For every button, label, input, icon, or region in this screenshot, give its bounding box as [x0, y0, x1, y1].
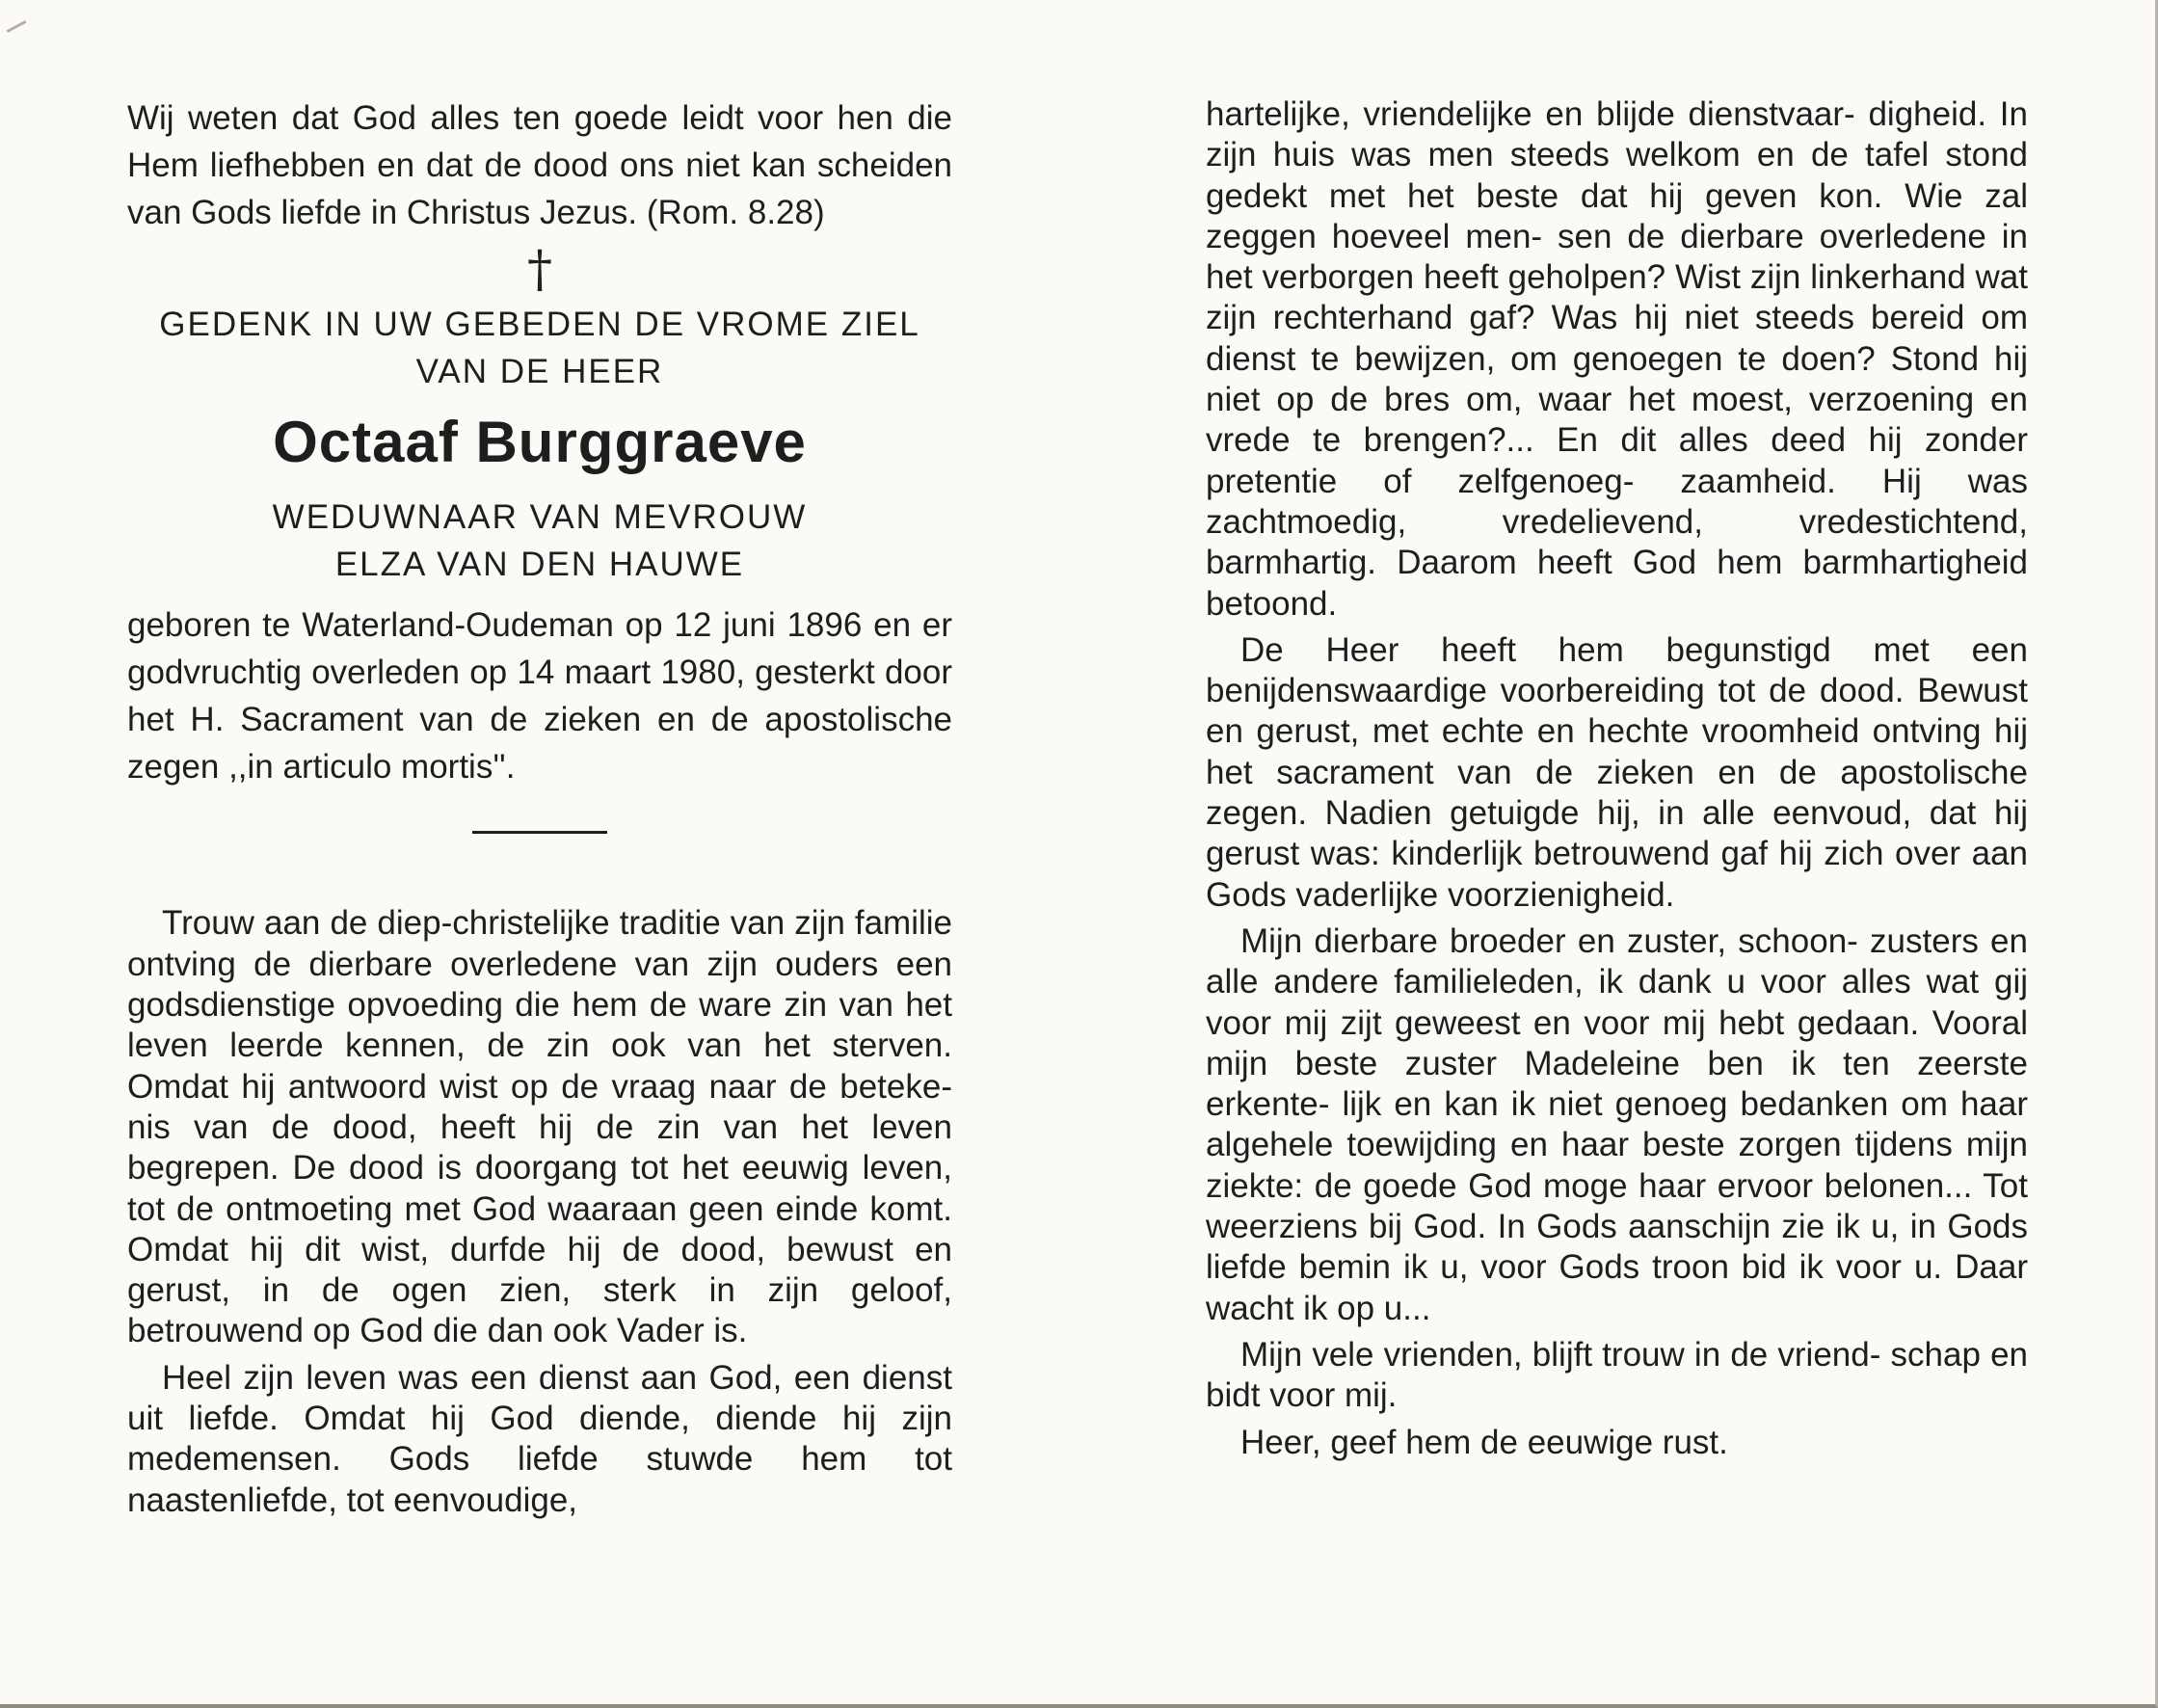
right-paragraph-2: De Heer heeft hem begunstigd met een benijdenswaardige voorbereiding tot de dood. Bewust en gerust, met echte en hechte vroomheid ontving hij het sacrament van de zieken en de apostolische zegen. Nadien getuigde hij, in alle eenvoud, dat hij gerust was: kinderlijk betrouwend gaf hij zich over aan Gods vaderlijke voorzienigheid.: [1206, 630, 2028, 914]
deceased-name: Octaaf Burggraeve: [273, 409, 807, 474]
cross-symbol: †: [527, 240, 552, 299]
scripture-verse: Wij weten dat God alles ten goede leidt voor hen die Hem liefhebben en dat de dood ons niet kan scheiden van Gods liefde in Christus Jezus. (Rom. 8.28): [127, 99, 952, 232]
right-paragraph-1: hartelijke, vriendelijke en blijde dienstvaar- digheid. In zijn huis was men steeds welkom en de tafel stond gedekt met het beste dat hij geven kon. Wie zal zeggen hoeveel men- sen de dierbare overledene in het verborgen heeft geholpen? Wist zijn linkerhand wat zijn rechterhand gaf? Was hij niet steeds bereid om dienst te bewijzen, om genoegen te doen? Stond hij niet op de bres om, waar het moest, verzoening en vrede te brengen?... En dit alles deed hij zonder pretentie of zelfgenoeg- zaamheid. Hij was zachtmoedig, vredelievend, vredestichtend, barmhartig. Daarom heeft God hem barmhartigheid betoond.: [1206, 95, 2028, 623]
widower-line1: WEDUWNAAR VAN MEVROUW: [272, 497, 808, 536]
corner-mark: [7, 20, 27, 33]
left-paragraph-1: Trouw aan de diep-christelijke traditie van zijn familie ontving de dierbare overledene van zijn ouders een godsdienstige opvoeding die hem de ware zin van het leven leerde kennen, de zin ook van het sterven. Omdat hij antwoord wist op de vraag naar de beteke- nis van de dood, heeft hij de zin van het leven begrepen. De dood is doorgang tot het eeuwig leven, tot de ontmoeting met God waaraan geen einde komt. Omdat hij dit wist, durfde hij de dood, bewust en gerust, in de ogen zien, sterk in zijn geloof, betrouwend op God die dan ook Vader is.: [127, 904, 952, 1350]
right-column: [1206, 94, 2028, 1469]
left-column: [127, 94, 952, 1527]
closing-prayer: Heer, geef hem de eeuwige rust.: [1240, 1423, 1728, 1461]
divider-rule: [472, 831, 607, 834]
prayer-heading-line2: VAN DE HEER: [415, 352, 664, 390]
left-paragraph-2: Heel zijn leven was een dienst aan God, een dienst uit liefde. Omdat hij God diende, diende hij zijn medemensen. Gods liefde stuwde hem tot naastenliefde, tot eenvoudige,: [127, 1358, 952, 1519]
prayer-heading-line1: GEDENK IN UW GEBEDEN DE VROME ZIEL: [159, 305, 920, 343]
widower-line2: ELZA VAN DEN HAUWE: [334, 545, 745, 583]
birth-death-text: geboren te Waterland-Oudeman op 12 juni 1896 en er godvruchtig overleden op 14 maart 1980, gesterkt door het H. Sacrament van de zieken en de apostolische zegen ,,in articulo mortis''.: [127, 605, 952, 787]
right-paragraph-3: Mijn dierbare broeder en zuster, schoon- zusters en alle andere familieleden, ik dank u voor alles wat gij voor mij zijt geweest en voor mij hebt gedaan. Vooral mijn beste zuster Madeleine ben ik ten zeerste erkente- lijk en kan ik niet genoeg bedanken om haar algehele toewijding en haar beste zorgen tijdens mijn ziekte: de goede God moge haar ervoor belonen... Tot weerziens bij God. In Gods aanschijn zie ik u, in Gods liefde bemin ik u, voor Gods troon bid ik voor u. Daar wacht ik op u...: [1206, 921, 2028, 1327]
right-paragraph-4: Mijn vele vrienden, blijft trouw in de vriend- schap en bidt voor mij.: [1206, 1335, 2028, 1415]
